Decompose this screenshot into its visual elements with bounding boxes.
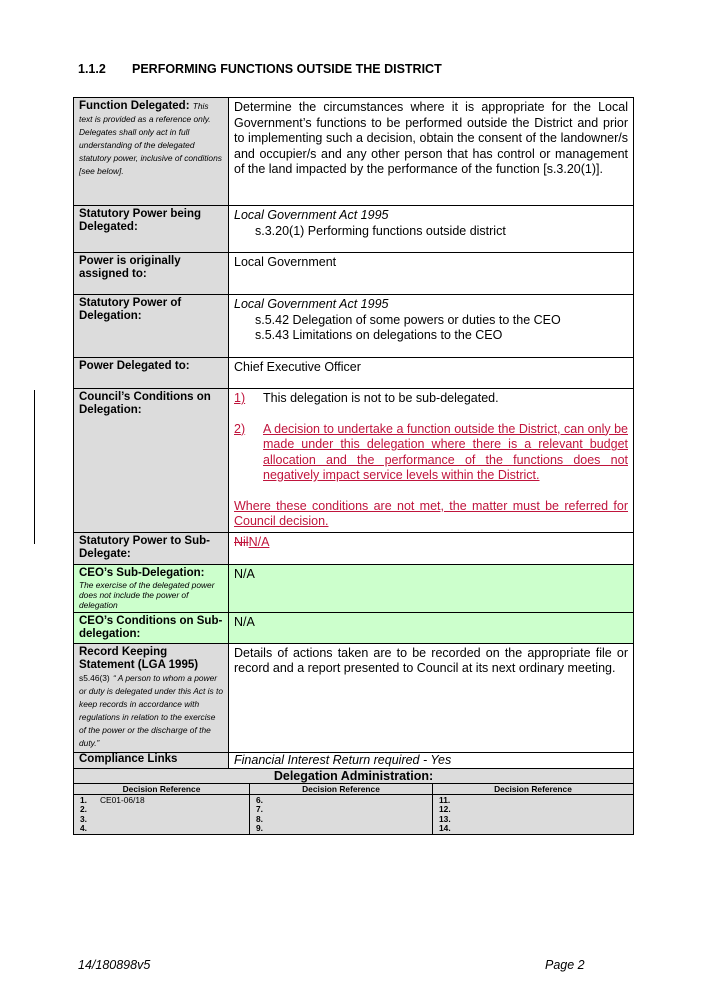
condition-text: This delegation is not to be sub-delegated. — [263, 391, 499, 405]
label-power-of-delegation: Statutory Power of Delegation: — [74, 295, 229, 358]
decision-entry: 7. — [256, 804, 263, 815]
decision-entry: 4. — [80, 822, 87, 833]
note-record-keeping: “ A person to whom a power or duty is delegated under this Act is to keep records in accordance with regulations in relation to the exercise of the power or the discharge of the duty.” — [79, 672, 224, 748]
decision-ref-value: CE01-06/18 — [100, 795, 145, 805]
admin-title: Delegation Administration: — [74, 769, 634, 784]
section-heading — [78, 62, 442, 76]
decision-entry: 6. — [256, 795, 263, 805]
row-council-conditions — [74, 389, 634, 533]
label-ceo-sub-delegation: CEO’s Sub-Delegation: — [79, 566, 205, 579]
row-admin-title — [74, 769, 634, 784]
value-delegated-to: Chief Executive Officer — [229, 358, 634, 389]
note-record-keeping-ref: s5.46(3) — [79, 672, 110, 683]
act-name: Local Government Act 1995 — [234, 208, 389, 222]
row-ceo-sub-delegation — [74, 564, 634, 612]
row-delegated-to — [74, 358, 634, 389]
label-statutory-power: Statutory Power being Delegated: — [74, 206, 229, 253]
condition-number: 1) — [234, 391, 246, 405]
note-ceo-sub-delegation: The exercise of the delegated power does not include the power of delegation — [79, 579, 215, 610]
label-delegated-to: Power Delegated to: — [74, 358, 229, 389]
section-title: PERFORMING FUNCTIONS OUTSIDE THE DISTRICT — [132, 62, 442, 76]
decision-entry: 11. — [439, 795, 451, 805]
value-ceo-sub-delegation: N/A — [229, 564, 634, 612]
decision-reference-header: Decision Reference — [433, 784, 634, 795]
row-compliance — [74, 752, 634, 769]
row-statutory-power — [74, 206, 634, 253]
revision-change-bar — [34, 390, 35, 544]
decision-entry: 8. — [256, 813, 263, 824]
decision-entry: 12. — [439, 804, 451, 815]
decision-entry: 1. CE01-06/18 — [80, 795, 145, 805]
row-record-keeping — [74, 643, 634, 752]
decision-entry: 9. — [256, 822, 263, 833]
decision-reference-header: Decision Reference — [250, 784, 433, 795]
row-function-delegated — [74, 98, 634, 206]
label-council-conditions: Council’s Conditions on Delegation: — [74, 389, 229, 533]
decision-entry: 3. — [80, 813, 87, 824]
decision-column-2 — [250, 795, 433, 835]
label-originally-assigned: Power is originally assigned to: — [74, 253, 229, 295]
row-sub-delegate-power — [74, 532, 634, 564]
label-sub-delegate-power: Statutory Power to Sub-Delegate: — [74, 532, 229, 564]
section-ref: s.5.42 Delegation of some powers or duties to the CEO — [255, 312, 561, 327]
decision-entry: 2. — [80, 804, 87, 815]
condition-number: 2) — [234, 421, 246, 436]
label-ceo-conditions: CEO’s Conditions on Sub-delegation: — [74, 612, 229, 643]
decision-reference-header: Decision Reference — [74, 784, 250, 795]
note-function-delegated: This text is provided as a reference only. Delegates shall only act in full understanding of the delegated statutory power, inclusive of conditions [see below]. — [79, 101, 222, 176]
conditions-closing-note: Where these conditions are not met, the matter must be referred for Council decision. — [234, 498, 628, 528]
condition-text: A decision to undertake a function outside the District, can only be made under this delegation where there is a relevant budget allocation and the performance of the functions does not negatively impact service levels within the District. — [263, 421, 628, 482]
value-ceo-conditions: N/A — [229, 612, 634, 643]
condition-item — [234, 422, 628, 484]
document-reference: 14/180898v5 — [78, 958, 151, 972]
deleted-text: Nil — [234, 534, 249, 549]
row-ceo-conditions — [74, 612, 634, 643]
section-ref: s.5.43 Limitations on delegations to the CEO — [255, 328, 503, 342]
label-function-delegated: Function Delegated: — [79, 100, 190, 112]
decision-entry: 13. — [439, 813, 451, 824]
label-record-keeping: Record Keeping Statement (LGA 1995) — [79, 645, 199, 671]
decision-entry: 14. — [439, 822, 451, 833]
row-power-of-delegation — [74, 295, 634, 358]
value-function-delegated: Determine the circumstances where it is appropriate for the Local Government’s functions to be performed outside the District and prior to implementing such a decision, obtain the consent of the landowner/s and occupier/s and any other person that has control or management of the land impacted by the performance of the function [s.3.20(1)]. — [229, 98, 634, 206]
row-originally-assigned — [74, 253, 634, 295]
inserted-text: N/A — [248, 534, 270, 549]
page-number: Page 2 — [545, 958, 585, 972]
row-admin-grid — [74, 784, 634, 835]
value-originally-assigned: Local Government — [229, 253, 634, 295]
value-record-keeping: Details of actions taken are to be recorded on the appropriate file or record and a report presented to Council at its next ordinary meeting. — [229, 643, 634, 752]
act-name: Local Government Act 1995 — [234, 297, 389, 311]
section-ref: s.3.20(1) Performing functions outside district — [255, 223, 506, 238]
label-compliance: Compliance Links — [74, 752, 229, 769]
decision-reference-table — [74, 784, 633, 834]
delegation-table — [73, 97, 634, 835]
condition-item — [234, 391, 628, 407]
value-compliance: Financial Interest Return required - Yes — [229, 752, 634, 769]
decision-column-3 — [433, 795, 634, 835]
section-number: 1.1.2 — [78, 62, 106, 76]
decision-column-1 — [74, 795, 250, 835]
